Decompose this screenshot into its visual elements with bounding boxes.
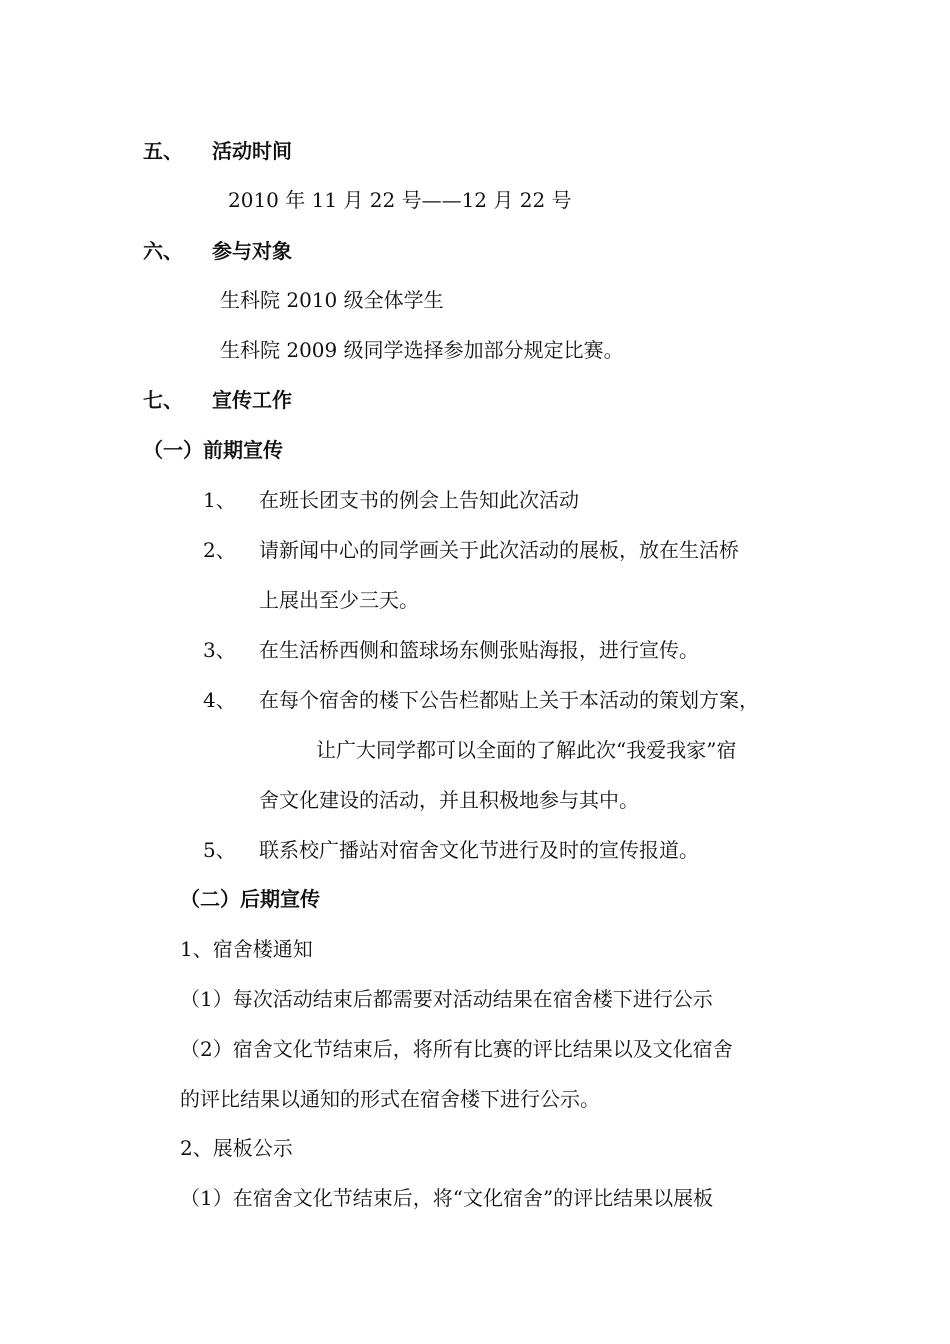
board-display-heading: 2、展板公示 xyxy=(180,1136,293,1160)
section-7-title: 宣传工作 xyxy=(212,388,292,412)
dorm-notice-point-2-continuation: 的评比结果以通知的形式在宿舍楼下进行公示。 xyxy=(180,1087,600,1111)
section-6-title: 参与对象 xyxy=(212,239,292,263)
item-3-text: 在生活桥西侧和篮球场东侧张贴海报，进行宣传。 xyxy=(259,638,699,662)
item-4-text: 在每个宿舍的楼下公告栏都贴上关于本活动的策划方案， xyxy=(259,688,759,712)
item-3-number: 3、 xyxy=(203,638,236,662)
activity-date: 2010 年 11 月 22 号——12 月 22 号 xyxy=(228,188,572,212)
section-5-title: 活动时间 xyxy=(212,139,292,163)
section-7-number: 七、 xyxy=(143,388,183,412)
item-2-number: 2、 xyxy=(203,538,236,562)
item-1-number: 1、 xyxy=(203,488,236,512)
participants-line-2: 生科院 2009 级同学选择参加部分规定比赛。 xyxy=(220,338,624,362)
item-2-continuation: 上展出至少三天。 xyxy=(259,588,419,612)
item-2-text: 请新闻中心的同学画关于此次活动的展板，放在生活桥 xyxy=(259,538,739,562)
dorm-notice-heading: 1、宿舍楼通知 xyxy=(180,937,313,961)
early-publicity-heading: （一）前期宣传 xyxy=(143,438,283,462)
item-5-number: 5、 xyxy=(203,838,236,862)
late-publicity-heading: （二）后期宣传 xyxy=(180,887,320,911)
item-4-continuation-1: 让广大同学都可以全面的了解此次“我爱我家”宿 xyxy=(316,738,737,762)
dorm-notice-point-2: （2）宿舍文化节结束后，将所有比赛的评比结果以及文化宿舍 xyxy=(180,1037,733,1061)
dorm-notice-point-1: （1）每次活动结束后都需要对活动结果在宿舍楼下进行公示 xyxy=(180,987,713,1011)
item-5-text: 联系校广播站对宿舍文化节进行及时的宣传报道。 xyxy=(259,838,699,862)
item-4-continuation-2: 舍文化建设的活动，并且积极地参与其中。 xyxy=(259,788,639,812)
section-5-number: 五、 xyxy=(143,139,183,163)
item-1-text: 在班长团支书的例会上告知此次活动 xyxy=(259,488,579,512)
board-display-point-1: （1）在宿舍文化节结束后，将“文化宿舍”的评比结果以展板 xyxy=(180,1186,714,1210)
participants-line-1: 生科院 2010 级全体学生 xyxy=(220,288,444,312)
section-6-number: 六、 xyxy=(143,239,183,263)
item-4-number: 4、 xyxy=(203,688,236,712)
